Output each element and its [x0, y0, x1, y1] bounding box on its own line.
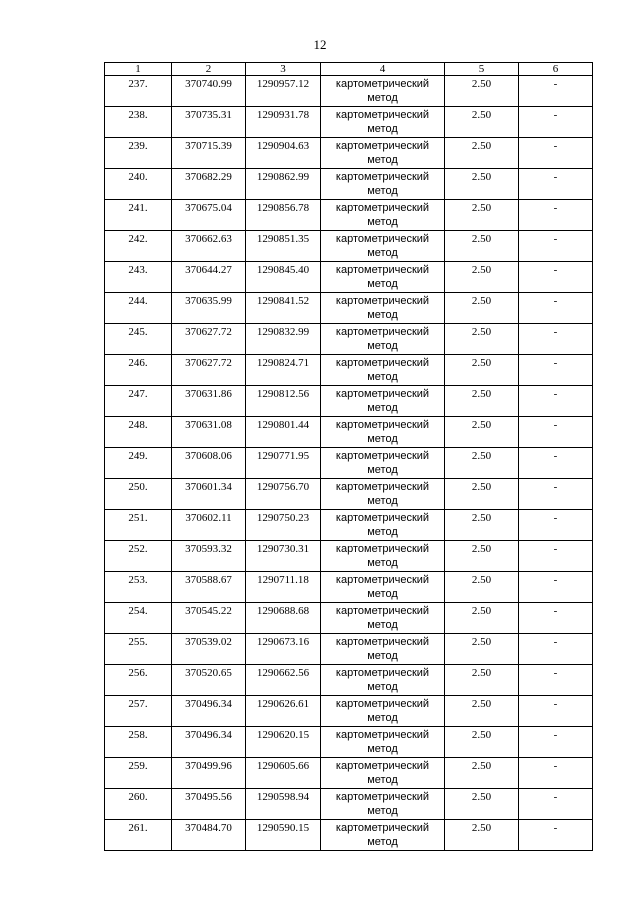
method-line-2: метод [367, 774, 398, 786]
x-coordinate-cell: 370545.22 [172, 603, 246, 634]
table-row [105, 169, 593, 200]
description-cell: - [519, 758, 593, 789]
method-line-2: метод [367, 92, 398, 104]
accuracy-cell: 2.50 [445, 758, 519, 789]
description-cell: - [519, 107, 593, 138]
description-cell: - [519, 293, 593, 324]
description-cell: - [519, 603, 593, 634]
method-cell [321, 820, 445, 851]
y-coordinate-cell: 1290957.12 [246, 76, 321, 107]
accuracy-cell: 2.50 [445, 107, 519, 138]
method-line-1: картометрический [335, 822, 430, 834]
point-number-cell: 240. [105, 169, 172, 200]
description-cell: - [519, 820, 593, 851]
y-coordinate-cell: 1290851.35 [246, 231, 321, 262]
table-row [105, 572, 593, 603]
point-number-cell: 245. [105, 324, 172, 355]
method-line-2: метод [367, 154, 398, 166]
accuracy-cell: 2.50 [445, 355, 519, 386]
column-header-1: 1 [105, 63, 172, 76]
method-line-1: картометрический [335, 574, 430, 586]
table-row [105, 510, 593, 541]
accuracy-cell: 2.50 [445, 820, 519, 851]
page-number: 12 [313, 37, 327, 52]
method-line-1: картометрический [335, 605, 430, 617]
accuracy-cell: 2.50 [445, 541, 519, 572]
method-line-1: картометрический [335, 667, 430, 679]
point-number-cell: 252. [105, 541, 172, 572]
method-cell [321, 231, 445, 262]
table-row [105, 138, 593, 169]
table-row [105, 448, 593, 479]
method-cell [321, 665, 445, 696]
column-header-5: 5 [445, 63, 519, 76]
method-line-1: картометрический [335, 357, 430, 369]
method-line-1: картометрический [335, 636, 430, 648]
point-number-cell: 250. [105, 479, 172, 510]
description-cell: - [519, 727, 593, 758]
accuracy-cell: 2.50 [445, 789, 519, 820]
table-row [105, 603, 593, 634]
y-coordinate-cell: 1290688.68 [246, 603, 321, 634]
y-coordinate-cell: 1290730.31 [246, 541, 321, 572]
description-cell: - [519, 262, 593, 293]
method-line-1: картометрический [335, 388, 430, 400]
method-cell [321, 138, 445, 169]
point-number-cell: 246. [105, 355, 172, 386]
accuracy-cell: 2.50 [445, 138, 519, 169]
point-number-cell: 239. [105, 138, 172, 169]
accuracy-cell: 2.50 [445, 696, 519, 727]
y-coordinate-cell: 1290662.56 [246, 665, 321, 696]
method-cell [321, 727, 445, 758]
method-line-1: картометрический [335, 481, 430, 493]
point-number-cell: 259. [105, 758, 172, 789]
description-cell: - [519, 386, 593, 417]
description-cell: - [519, 665, 593, 696]
accuracy-cell: 2.50 [445, 448, 519, 479]
method-line-1: картометрический [335, 543, 430, 555]
method-cell [321, 107, 445, 138]
x-coordinate-cell: 370635.99 [172, 293, 246, 324]
x-coordinate-cell: 370602.11 [172, 510, 246, 541]
accuracy-cell: 2.50 [445, 76, 519, 107]
point-number-cell: 243. [105, 262, 172, 293]
table-row [105, 293, 593, 324]
method-cell [321, 479, 445, 510]
x-coordinate-cell: 370495.56 [172, 789, 246, 820]
accuracy-cell: 2.50 [445, 479, 519, 510]
x-coordinate-cell: 370608.06 [172, 448, 246, 479]
method-line-1: картометрический [335, 295, 430, 307]
method-cell [321, 76, 445, 107]
y-coordinate-cell: 1290904.63 [246, 138, 321, 169]
accuracy-cell: 2.50 [445, 262, 519, 293]
method-line-2: метод [367, 588, 398, 600]
accuracy-cell: 2.50 [445, 727, 519, 758]
method-cell [321, 169, 445, 200]
description-cell: - [519, 789, 593, 820]
method-cell [321, 262, 445, 293]
x-coordinate-cell: 370644.27 [172, 262, 246, 293]
method-cell [321, 355, 445, 386]
accuracy-cell: 2.50 [445, 510, 519, 541]
description-cell: - [519, 231, 593, 262]
y-coordinate-cell: 1290931.78 [246, 107, 321, 138]
method-line-2: метод [367, 216, 398, 228]
description-cell: - [519, 169, 593, 200]
point-number-cell: 255. [105, 634, 172, 665]
point-number-cell: 238. [105, 107, 172, 138]
y-coordinate-cell: 1290812.56 [246, 386, 321, 417]
x-coordinate-cell: 370601.34 [172, 479, 246, 510]
x-coordinate-cell: 370484.70 [172, 820, 246, 851]
table-row [105, 200, 593, 231]
accuracy-cell: 2.50 [445, 200, 519, 231]
table-row [105, 76, 593, 107]
method-line-2: метод [367, 557, 398, 569]
accuracy-cell: 2.50 [445, 231, 519, 262]
table-row [105, 634, 593, 665]
y-coordinate-cell: 1290590.15 [246, 820, 321, 851]
table-row [105, 789, 593, 820]
method-cell [321, 293, 445, 324]
y-coordinate-cell: 1290626.61 [246, 696, 321, 727]
description-cell: - [519, 634, 593, 665]
x-coordinate-cell: 370496.34 [172, 696, 246, 727]
method-line-2: метод [367, 526, 398, 538]
x-coordinate-cell: 370735.31 [172, 107, 246, 138]
method-line-1: картометрический [335, 419, 430, 431]
y-coordinate-cell: 1290673.16 [246, 634, 321, 665]
point-number-cell: 254. [105, 603, 172, 634]
method-line-1: картометрический [335, 450, 430, 462]
x-coordinate-cell: 370499.96 [172, 758, 246, 789]
method-line-1: картометрический [335, 264, 430, 276]
description-cell: - [519, 138, 593, 169]
method-line-2: метод [367, 371, 398, 383]
table-row [105, 262, 593, 293]
coordinates-table [104, 62, 593, 851]
method-line-2: метод [367, 340, 398, 352]
table-row [105, 386, 593, 417]
description-cell: - [519, 510, 593, 541]
method-line-1: картометрический [335, 78, 430, 90]
point-number-cell: 258. [105, 727, 172, 758]
y-coordinate-cell: 1290605.66 [246, 758, 321, 789]
method-line-2: метод [367, 433, 398, 445]
description-cell: - [519, 355, 593, 386]
method-line-1: картометрический [335, 171, 430, 183]
method-line-1: картометрический [335, 698, 430, 710]
table-body [105, 76, 593, 851]
table-row [105, 541, 593, 572]
point-number-cell: 251. [105, 510, 172, 541]
point-number-cell: 253. [105, 572, 172, 603]
method-line-2: метод [367, 743, 398, 755]
y-coordinate-cell: 1290756.70 [246, 479, 321, 510]
x-coordinate-cell: 370740.99 [172, 76, 246, 107]
method-line-2: метод [367, 495, 398, 507]
method-cell [321, 789, 445, 820]
method-line-2: метод [367, 464, 398, 476]
description-cell: - [519, 479, 593, 510]
description-cell: - [519, 696, 593, 727]
point-number-cell: 260. [105, 789, 172, 820]
method-line-2: метод [367, 278, 398, 290]
method-line-2: метод [367, 247, 398, 259]
x-coordinate-cell: 370715.39 [172, 138, 246, 169]
column-header-3: 3 [246, 63, 321, 76]
method-cell [321, 510, 445, 541]
method-line-2: метод [367, 836, 398, 848]
x-coordinate-cell: 370496.34 [172, 727, 246, 758]
point-number-cell: 248. [105, 417, 172, 448]
accuracy-cell: 2.50 [445, 634, 519, 665]
x-coordinate-cell: 370593.32 [172, 541, 246, 572]
method-cell [321, 386, 445, 417]
table-row [105, 479, 593, 510]
method-cell [321, 200, 445, 231]
table-row [105, 417, 593, 448]
method-cell [321, 758, 445, 789]
description-cell: - [519, 541, 593, 572]
table-row [105, 324, 593, 355]
x-coordinate-cell: 370631.86 [172, 386, 246, 417]
y-coordinate-cell: 1290856.78 [246, 200, 321, 231]
point-number-cell: 257. [105, 696, 172, 727]
y-coordinate-cell: 1290598.94 [246, 789, 321, 820]
accuracy-cell: 2.50 [445, 572, 519, 603]
x-coordinate-cell: 370520.65 [172, 665, 246, 696]
method-line-2: метод [367, 619, 398, 631]
method-line-2: метод [367, 123, 398, 135]
x-coordinate-cell: 370627.72 [172, 324, 246, 355]
table-row [105, 107, 593, 138]
method-cell [321, 603, 445, 634]
method-cell [321, 324, 445, 355]
y-coordinate-cell: 1290841.52 [246, 293, 321, 324]
point-number-cell: 249. [105, 448, 172, 479]
column-header-2: 2 [172, 63, 246, 76]
y-coordinate-cell: 1290771.95 [246, 448, 321, 479]
method-line-2: метод [367, 402, 398, 414]
point-number-cell: 247. [105, 386, 172, 417]
x-coordinate-cell: 370675.04 [172, 200, 246, 231]
method-line-1: картометрический [335, 760, 430, 772]
table-row [105, 665, 593, 696]
method-cell [321, 572, 445, 603]
x-coordinate-cell: 370682.29 [172, 169, 246, 200]
y-coordinate-cell: 1290750.23 [246, 510, 321, 541]
x-coordinate-cell: 370539.02 [172, 634, 246, 665]
method-line-1: картометрический [335, 202, 430, 214]
table-row [105, 727, 593, 758]
point-number-cell: 241. [105, 200, 172, 231]
method-line-2: метод [367, 805, 398, 817]
x-coordinate-cell: 370631.08 [172, 417, 246, 448]
x-coordinate-cell: 370588.67 [172, 572, 246, 603]
description-cell: - [519, 76, 593, 107]
accuracy-cell: 2.50 [445, 386, 519, 417]
description-cell: - [519, 200, 593, 231]
accuracy-cell: 2.50 [445, 169, 519, 200]
method-line-1: картометрический [335, 791, 430, 803]
table-row [105, 820, 593, 851]
method-line-2: метод [367, 650, 398, 662]
column-header-6: 6 [519, 63, 593, 76]
method-line-1: картометрический [335, 233, 430, 245]
y-coordinate-cell: 1290620.15 [246, 727, 321, 758]
accuracy-cell: 2.50 [445, 324, 519, 355]
method-line-2: метод [367, 309, 398, 321]
x-coordinate-cell: 370627.72 [172, 355, 246, 386]
description-cell: - [519, 572, 593, 603]
method-cell [321, 448, 445, 479]
accuracy-cell: 2.50 [445, 665, 519, 696]
method-line-1: картометрический [335, 729, 430, 741]
description-cell: - [519, 448, 593, 479]
table-row [105, 231, 593, 262]
accuracy-cell: 2.50 [445, 293, 519, 324]
y-coordinate-cell: 1290824.71 [246, 355, 321, 386]
accuracy-cell: 2.50 [445, 603, 519, 634]
y-coordinate-cell: 1290832.99 [246, 324, 321, 355]
y-coordinate-cell: 1290862.99 [246, 169, 321, 200]
method-cell [321, 541, 445, 572]
point-number-cell: 244. [105, 293, 172, 324]
method-cell [321, 634, 445, 665]
method-line-1: картометрический [335, 140, 430, 152]
table-row [105, 355, 593, 386]
table-row [105, 758, 593, 789]
method-line-1: картометрический [335, 109, 430, 121]
y-coordinate-cell: 1290845.40 [246, 262, 321, 293]
method-line-2: метод [367, 712, 398, 724]
column-header-4: 4 [321, 63, 445, 76]
point-number-cell: 242. [105, 231, 172, 262]
method-cell [321, 417, 445, 448]
method-line-2: метод [367, 185, 398, 197]
table-row [105, 696, 593, 727]
header-row [105, 63, 593, 76]
method-line-2: метод [367, 681, 398, 693]
point-number-cell: 237. [105, 76, 172, 107]
description-cell: - [519, 417, 593, 448]
x-coordinate-cell: 370662.63 [172, 231, 246, 262]
y-coordinate-cell: 1290801.44 [246, 417, 321, 448]
accuracy-cell: 2.50 [445, 417, 519, 448]
method-cell [321, 696, 445, 727]
point-number-cell: 261. [105, 820, 172, 851]
method-line-1: картометрический [335, 326, 430, 338]
method-line-1: картометрический [335, 512, 430, 524]
point-number-cell: 256. [105, 665, 172, 696]
description-cell: - [519, 324, 593, 355]
y-coordinate-cell: 1290711.18 [246, 572, 321, 603]
